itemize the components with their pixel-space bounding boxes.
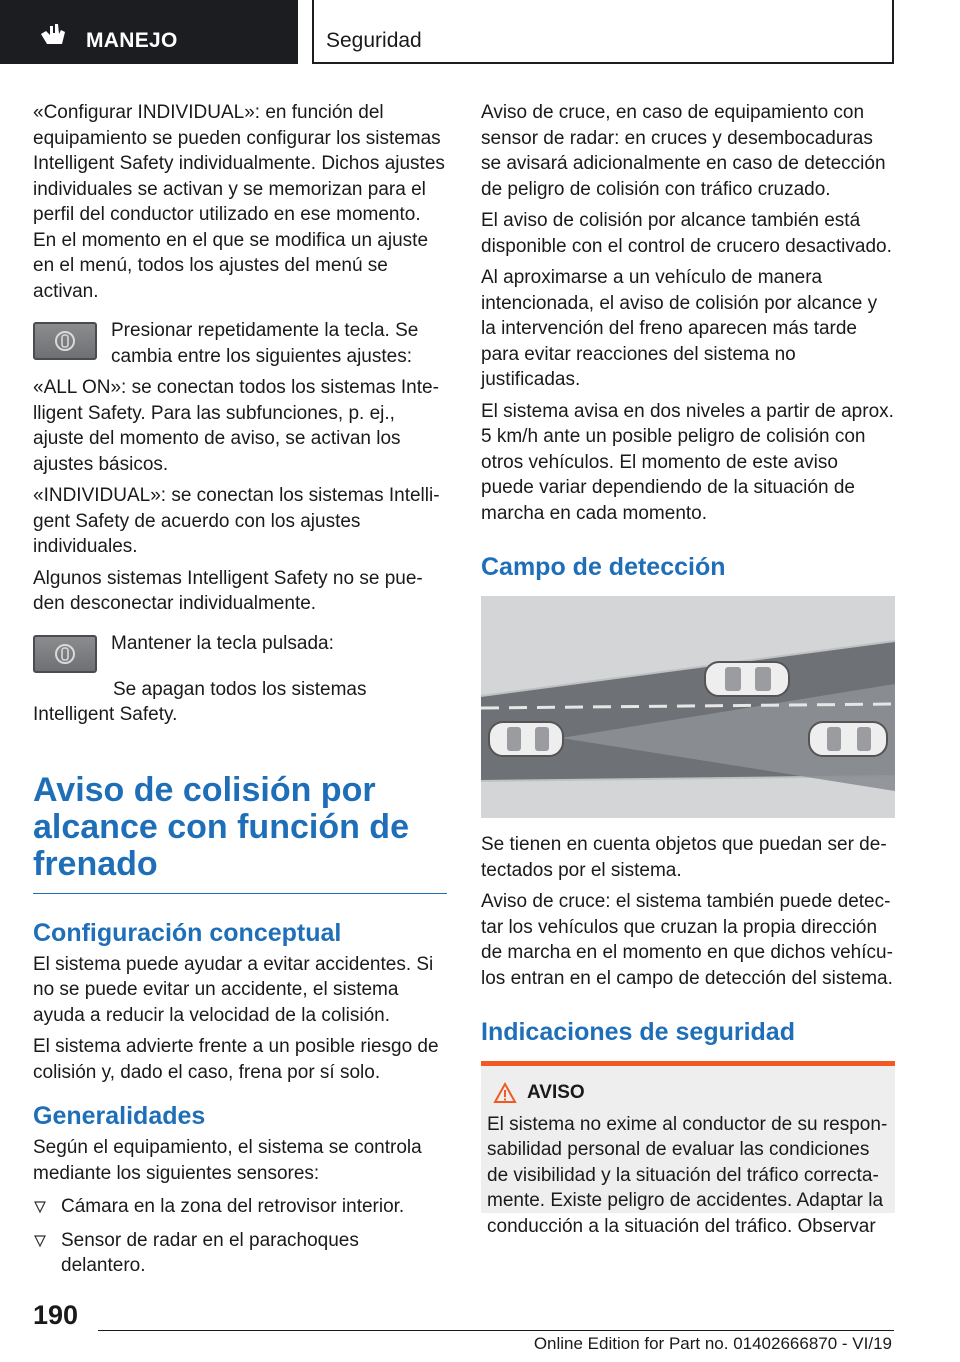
paragraph: Algunos sistemas Intelligent Safety no se pueden desconectar individualmente.: [33, 567, 423, 614]
paragraph: «Configurar INDIVIDUAL»: en función del equipamiento se pueden configurar los sistemas Intelligent Safety individualmente. Dichos ajustes individuales se activan y se memorizan para el perfil del conductor utilizado en ese momento. En el momento en el que se modifica un ajuste en el menú, todos los ajustes del menú se activan.: [33, 102, 445, 302]
vehicle-ahead-icon: [809, 722, 887, 756]
paragraph: Mantener la tecla pulsada:: [111, 632, 334, 654]
chapter-label: Seguridad: [326, 29, 422, 52]
warning-box: [481, 1061, 895, 1237]
page-number: 190: [33, 1300, 79, 1330]
vehicle-ahead-left-lane-icon: [705, 662, 789, 696]
detection-field-illustration: [481, 596, 895, 818]
subheading-indicaciones: Indicaciones de seguridad: [481, 1018, 795, 1046]
button-instruction: [33, 631, 447, 673]
warning-text: El sistema no exime al conductor de su responsabilidad personal de evaluar las condiciones de visibilidad y la situación del tráfico correctamente. Existe peligro de accidentes. Adaptar la conducción a la situación del tráfico. Observar: [487, 1113, 888, 1237]
paragraph: Aviso de cruce, en caso de equipamiento con sensor de radar: en cruces y desembocaduras se avisará adicionalmente en caso de detección de peligro de colisión con tráfico cruzado.: [481, 102, 886, 200]
bullet-triangle-icon: [33, 1200, 47, 1214]
chapter-header: [312, 0, 894, 64]
right-column: [481, 100, 895, 1237]
edition-footer: Online Edition for Part no. 01402666870 - VI/19: [533, 1334, 892, 1353]
footer-divider: [98, 1330, 894, 1331]
warning-triangle-icon: [493, 1082, 517, 1104]
paragraph: El sistema advierte frente a un posible riesgo de colisión y, dado el caso, frena por sí solo.: [33, 1036, 439, 1083]
paragraph: El sistema avisa en dos niveles a partir de aprox. 5 km/h ante un posible peligro de colisión con otros vehículos. El momento de este aviso puede variar dependiendo de la situación de marcha en cada momento.: [481, 400, 894, 524]
paragraph: Presionar repetidamente la tecla. Se cambia entre los siguientes ajustes:: [111, 320, 419, 367]
intelligent-safety-button-icon: [33, 322, 97, 360]
subheading-campo: Campo de detección: [481, 553, 726, 581]
sensor-list: [33, 1194, 447, 1279]
paragraph: Aviso de cruce: el sistema también puede detectar los vehículos que cruzan la propia dirección de marcha en el momento en que dichos vehículos entran en el campo de detección del sistema.: [481, 891, 893, 989]
paragraph: El sistema puede ayudar a evitar accidentes. Si no se puede evitar un accidente, el sistema ayuda a reducir la velocidad de la colisión.: [33, 953, 434, 1026]
warning-title: AVISO: [527, 1082, 585, 1103]
detection-field-diagram: [481, 596, 895, 818]
list-item: Cámara en la zona del retrovisor interior.: [33, 1194, 447, 1220]
bullet-triangle-icon: [33, 1234, 47, 1248]
ego-car-icon: [489, 722, 563, 756]
section-tab: [0, 0, 298, 64]
intelligent-safety-button-icon: [33, 635, 97, 673]
paragraph: Se tienen en cuenta objetos que puedan ser detectados por el sistema.: [481, 834, 887, 881]
paragraph: Se apagan todos los sistemas Intelligent Safety.: [33, 678, 367, 725]
button-instruction: [33, 318, 447, 369]
paragraph: Según el equipamiento, el sistema se controla mediante los siguientes sensores:: [33, 1137, 422, 1184]
warning-header: [487, 1080, 889, 1106]
list-item: Sensor de radar en el parachoques delantero.: [33, 1228, 447, 1279]
left-column: [33, 100, 447, 1287]
section-label: MANEJO: [86, 29, 178, 52]
steering-hand-icon: [38, 20, 68, 48]
section-heading: Aviso de colisión por alcance con función de frenado: [33, 772, 447, 894]
paragraph: «INDIVIDUAL»: se conectan los sistemas Intelligent Safety de acuerdo con los ajustes individuales.: [33, 485, 440, 557]
subheading-generalidades: Generalidades: [33, 1102, 206, 1130]
paragraph: El aviso de colisión por alcance también está disponible con el control de crucero desactivado.: [481, 210, 892, 257]
paragraph: «ALL ON»: se conectan todos los sistemas Intelligent Safety. Para las subfunciones, p. ej., ajuste del momento de aviso, se activan los ajustes básicos.: [33, 377, 439, 475]
subheading-configuracion: Configuración conceptual: [33, 918, 342, 947]
paragraph: Al aproximarse a un vehículo de manera intencionada, el aviso de colisión por alcance y la intervención del freno aparecen más tarde para evitar reacciones del sistema no justificadas.: [481, 267, 878, 390]
